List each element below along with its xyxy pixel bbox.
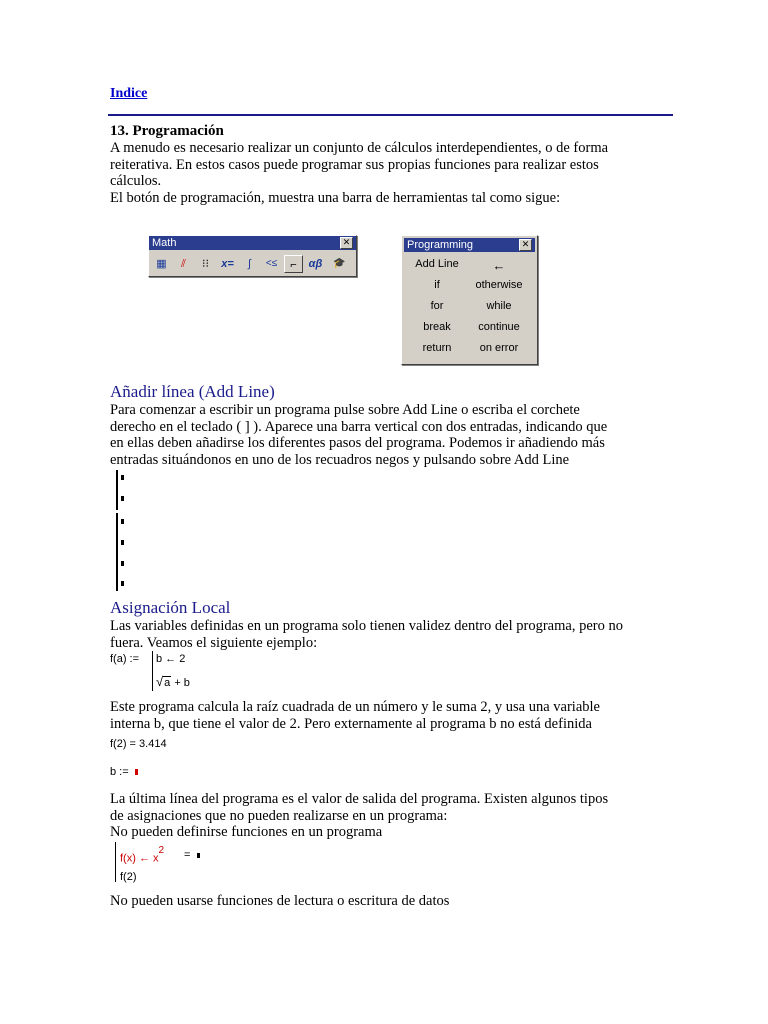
paragraph-line: derecho en el teclado ( ] ). Aparece una barra vertical con dos entradas, indicando que bbox=[110, 418, 608, 435]
break-button[interactable]: break bbox=[423, 321, 451, 333]
undefined-lhs: b := bbox=[110, 766, 129, 778]
placeholder[interactable] bbox=[121, 581, 124, 586]
radicand: a bbox=[164, 677, 171, 689]
paragraph-line: No pueden definirse funciones en un programa bbox=[110, 824, 383, 840]
continue-button[interactable]: continue bbox=[478, 321, 520, 333]
matrix-icon[interactable]: ⁝⁝ bbox=[202, 258, 209, 270]
paragraph-line: fuera. Veamos el siguiente ejemplo: bbox=[110, 634, 318, 651]
program-line bbox=[156, 674, 190, 689]
for-button[interactable]: for bbox=[430, 300, 444, 312]
paragraph-line: interna b, que tiene el valor de 2. Pero externamente al programa b no está definida bbox=[110, 715, 592, 732]
greek-icon[interactable]: αβ bbox=[308, 258, 323, 270]
programming-toolbar-title: Programming bbox=[407, 239, 474, 251]
paragraph-line: Las variables definidas en un programa solo tienen validez dentro del programa, pero no bbox=[110, 618, 623, 634]
header-divider bbox=[108, 114, 673, 116]
return-button[interactable]: return bbox=[422, 342, 452, 354]
evaluation-icon[interactable]: x= bbox=[221, 258, 234, 270]
sqrt-icon: √ bbox=[156, 674, 164, 689]
add-line-paragraph bbox=[110, 402, 607, 468]
evaluation-equals: = bbox=[184, 849, 191, 861]
invalid-function-line bbox=[120, 845, 165, 865]
section-title: 13. Programación bbox=[110, 123, 224, 139]
paragraph-line: Para comenzar a escribir un programa pulse sobre Add Line o escriba el corchete bbox=[110, 402, 580, 418]
programming-toolbar-titlebar bbox=[404, 238, 535, 252]
function-call: f(2) bbox=[120, 871, 137, 883]
placeholder[interactable] bbox=[197, 853, 200, 858]
close-icon[interactable]: ✕ bbox=[340, 237, 353, 249]
sum-term: + b bbox=[171, 677, 190, 689]
placeholder[interactable] bbox=[121, 475, 124, 480]
calculator-icon[interactable]: ▦ bbox=[156, 258, 167, 270]
programming-icon[interactable]: ⌐ bbox=[284, 255, 303, 273]
if-button[interactable]: if bbox=[434, 279, 440, 291]
final-paragraph: No pueden usarse funciones de lectura o escritura de datos bbox=[110, 893, 450, 909]
program-bar bbox=[116, 513, 118, 591]
function-definition: f(a) := bbox=[110, 653, 140, 665]
exponent: 2 bbox=[158, 845, 165, 856]
index-link[interactable]: Indice bbox=[110, 86, 148, 101]
otherwise-button[interactable]: otherwise bbox=[475, 279, 523, 291]
paragraph-line: de asignaciones que no pueden realizarse en un programa: bbox=[110, 807, 448, 824]
placeholder[interactable] bbox=[121, 561, 124, 566]
local-paragraph-3 bbox=[110, 791, 608, 841]
calculus-icon[interactable]: ∫ bbox=[247, 258, 251, 270]
close-icon[interactable]: ✕ bbox=[519, 239, 532, 251]
placeholder[interactable] bbox=[121, 519, 124, 524]
program-bar bbox=[116, 470, 118, 510]
boolean-icon[interactable]: <≤ bbox=[265, 258, 278, 269]
intro-line: cálculos. bbox=[110, 173, 162, 189]
intro-line: El botón de programación, muestra una barra de herramientas tal como sigue: bbox=[110, 189, 561, 206]
undefined-assignment bbox=[110, 766, 138, 778]
while-button[interactable]: while bbox=[486, 300, 512, 312]
math-toolbar-titlebar bbox=[149, 236, 356, 250]
paragraph-line: La última línea del programa es el valor de salida del programa. Existen algunos tipos bbox=[110, 791, 609, 807]
paragraph-line: en ellas deben añadirse los diferentes pasos del programa. Podemos ir añadiendo más bbox=[110, 435, 605, 451]
program-bar bbox=[115, 842, 116, 882]
placeholder[interactable] bbox=[121, 540, 124, 545]
evaluation-result: f(2) = 3.414 bbox=[110, 738, 167, 750]
on-error-button[interactable]: on error bbox=[479, 342, 519, 354]
add-line-heading: Añadir línea (Add Line) bbox=[110, 382, 275, 401]
math-toolbar bbox=[148, 235, 357, 277]
programming-toolbar bbox=[401, 235, 538, 365]
error-placeholder[interactable] bbox=[135, 769, 138, 775]
intro-line: reiterativa. En estos casos puede programar sus propias funciones para realizar estos bbox=[110, 156, 599, 173]
intro-line: A menudo es necesario realizar un conjunto de cálculos interdependientes, o de forma bbox=[110, 140, 609, 156]
program-bar bbox=[152, 651, 153, 691]
paragraph-line: entradas situándonos en uno de los recuadros negos y pulsando sobre Add Line bbox=[110, 451, 570, 468]
function-assign: f(x) ← x bbox=[120, 852, 159, 865]
symbolic-icon[interactable]: 🎓 bbox=[333, 258, 346, 269]
local-paragraph-2 bbox=[110, 699, 600, 732]
graph-icon[interactable]: ⫽ bbox=[181, 258, 186, 270]
placeholder[interactable] bbox=[121, 496, 124, 501]
math-toolbar-title: Math bbox=[152, 237, 177, 249]
add-line-button[interactable]: Add Line bbox=[415, 258, 459, 270]
local-assignment-heading: Asignación Local bbox=[110, 598, 231, 617]
local-paragraph bbox=[110, 618, 623, 651]
program-line: b ← 2 bbox=[156, 653, 186, 665]
local-assign-button[interactable]: ← bbox=[492, 258, 506, 273]
paragraph-line: Este programa calcula la raíz cuadrada de un número y le suma 2, y usa una variable bbox=[110, 699, 600, 715]
intro-paragraph bbox=[110, 140, 608, 206]
